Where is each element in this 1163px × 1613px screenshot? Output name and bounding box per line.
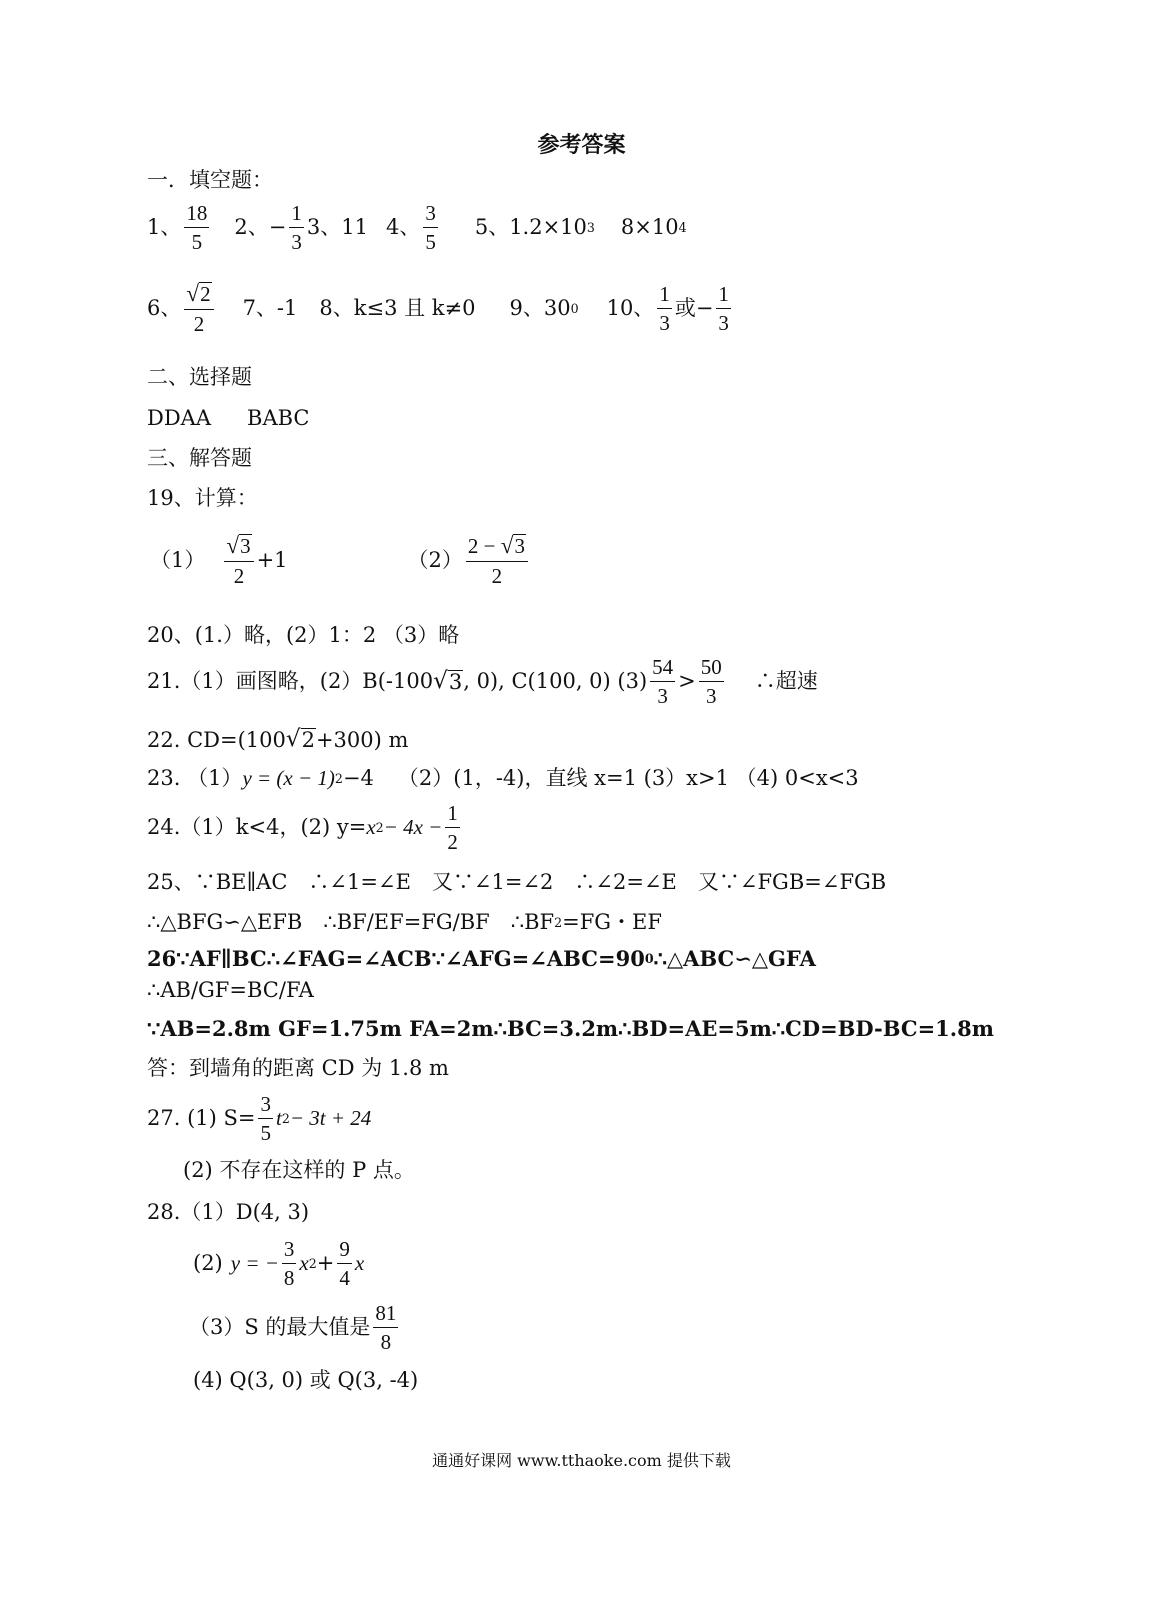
q25-line-1: 25、∵BE∥AC ∴∠1=∠E 又∵∠1=∠2 ∴∠2=∠E 又∵∠FGB=∠FGB — [147, 870, 887, 894]
q10-fraction-2: $\frac{1}{3}$ — [718, 282, 729, 336]
q26-line-3: ∵AB=2.8m GF=1.75m FA=2m∴BC=3.2m∴BD=AE=5m∴CD=BD-BC=1.8m — [147, 1016, 994, 1041]
q28-answer-3: （3）S 的最大值是 $\frac{81}{8}$ — [189, 1301, 397, 1355]
q19-heading: 19、计算： — [147, 486, 258, 510]
q10-fraction-1: $\frac{1}{3}$ — [659, 282, 670, 336]
q22-answer: 22. CD=(100 √ 2 +300) m — [147, 726, 409, 752]
q1-label: 1、 — [147, 215, 182, 240]
answers-row-2: 6、 √ 2 2 7、-1 8、k≤3 且 k≠0 9、30 0 10、 $\frac{1}{3}$ 或 − $\frac{1}{3}$ — [147, 280, 729, 337]
q4-label: 4、 — [385, 215, 421, 240]
q19-2-fraction: 2 − √ 3 2 — [466, 534, 528, 587]
q27-answer-2: (2) 不存在这样的 P 点。 — [183, 1158, 415, 1182]
q5b-answer: 8×10 — [620, 215, 679, 240]
q10-label: 10、 — [606, 296, 655, 321]
q19-1-fraction: √ 3 2 — [224, 534, 253, 587]
q24-answer: 24.（1）k<4，(2) y= x 2 − 4x − $\frac{1}{2}$ — [147, 801, 458, 855]
q28-answer-1: 28.（1）D(4, 3) — [147, 1200, 310, 1224]
q2-fraction: $\frac{1}{3}$ — [291, 201, 302, 255]
answers-row-1: 1、 $\frac{18}{5}$ 2、 − $\frac{1}{3}$ 3、11 4、 $\frac{3}{5}$ 5、1.2×10 3 8×10 4 — [147, 201, 687, 255]
q26-conclusion: 答：到墙角的距离 CD 为 1.8 m — [147, 1056, 449, 1080]
q3-answer: 3、11 — [306, 215, 368, 240]
q26-line-1: 26∵AF∥BC∴∠FAG=∠ACB∵∠AFG=∠ABC=90 0 ∴△ABC∽△GFA — [147, 946, 816, 971]
q6-fraction: √ 2 2 — [184, 282, 213, 335]
section-heading-choice: 二、选择题 — [147, 365, 252, 389]
q6-label: 6、 — [147, 296, 182, 321]
q28-fraction-3: $\frac{81}{8}$ — [375, 1301, 397, 1355]
section-heading-fill-blank: 一．填空题： — [147, 168, 273, 192]
choice-answers: DDAA BABC — [147, 406, 310, 430]
q20-answer: 20、(1.）略，(2）1：2 （3）略 — [147, 623, 460, 647]
page-footer: 通通好课网 www.tthaoke.com 提供下载 — [432, 1451, 731, 1470]
q26-line-2: ∴AB/GF=BC/FA — [147, 978, 314, 1002]
section-heading-solve: 三、解答题 — [147, 446, 252, 470]
q28-fraction-1: $\frac{3}{8}$ — [283, 1237, 295, 1291]
q25-line-2: ∴△BFG∽△EFB ∴BF/EF=FG/BF ∴BF 2 =FG・EF — [147, 910, 662, 934]
q9-answer: 9、30 — [509, 296, 571, 321]
q28-answer-4: (4) Q(3, 0) 或 Q(3, -4) — [193, 1368, 419, 1392]
q28-fraction-2: $\frac{9}{4}$ — [339, 1237, 350, 1291]
q24-fraction: $\frac{1}{2}$ — [447, 801, 458, 855]
q21-fraction-1: $\frac{54}{3}$ — [652, 655, 674, 709]
q23-answer: 23. （1） y = (x − 1) 2 −4 （2）(1，-4)，直线 x=1 (3）x>1 （4) 0<x<3 — [147, 766, 859, 790]
q19-answers: （1） √ 3 2 +1 （2） 2 − √ 3 2 — [150, 534, 531, 587]
q7-answer: 7、-1 — [242, 296, 298, 321]
q2-label: 2、 — [234, 215, 269, 240]
q5-answer: 5、1.2×10 — [474, 215, 587, 240]
page-title: 参考答案 — [537, 133, 626, 158]
q21-fraction-2: $\frac{50}{3}$ — [700, 655, 722, 709]
q1-fraction: $\frac{18}{5}$ — [186, 201, 208, 255]
q4-fraction: $\frac{3}{5}$ — [425, 201, 436, 255]
q27-fraction: $\frac{3}{5}$ — [260, 1092, 271, 1146]
q27-answer-1: 27. (1) S= $\frac{3}{5}$ t 2 − 3t + 24 — [147, 1092, 372, 1146]
q28-answer-2: (2) y = − $\frac{3}{8}$ x 2 + $\frac{9}{4}$ x — [193, 1237, 365, 1291]
q21-answer: 21.（1）画图略，(2）B(-100 √ 3 , 0), C(100, 0) (3) $\frac{54}{3}$ > $\frac{50}{3}$ ∴超速 — [147, 655, 818, 709]
q8-answer: 8、k≤3 且 k≠0 — [319, 296, 476, 321]
